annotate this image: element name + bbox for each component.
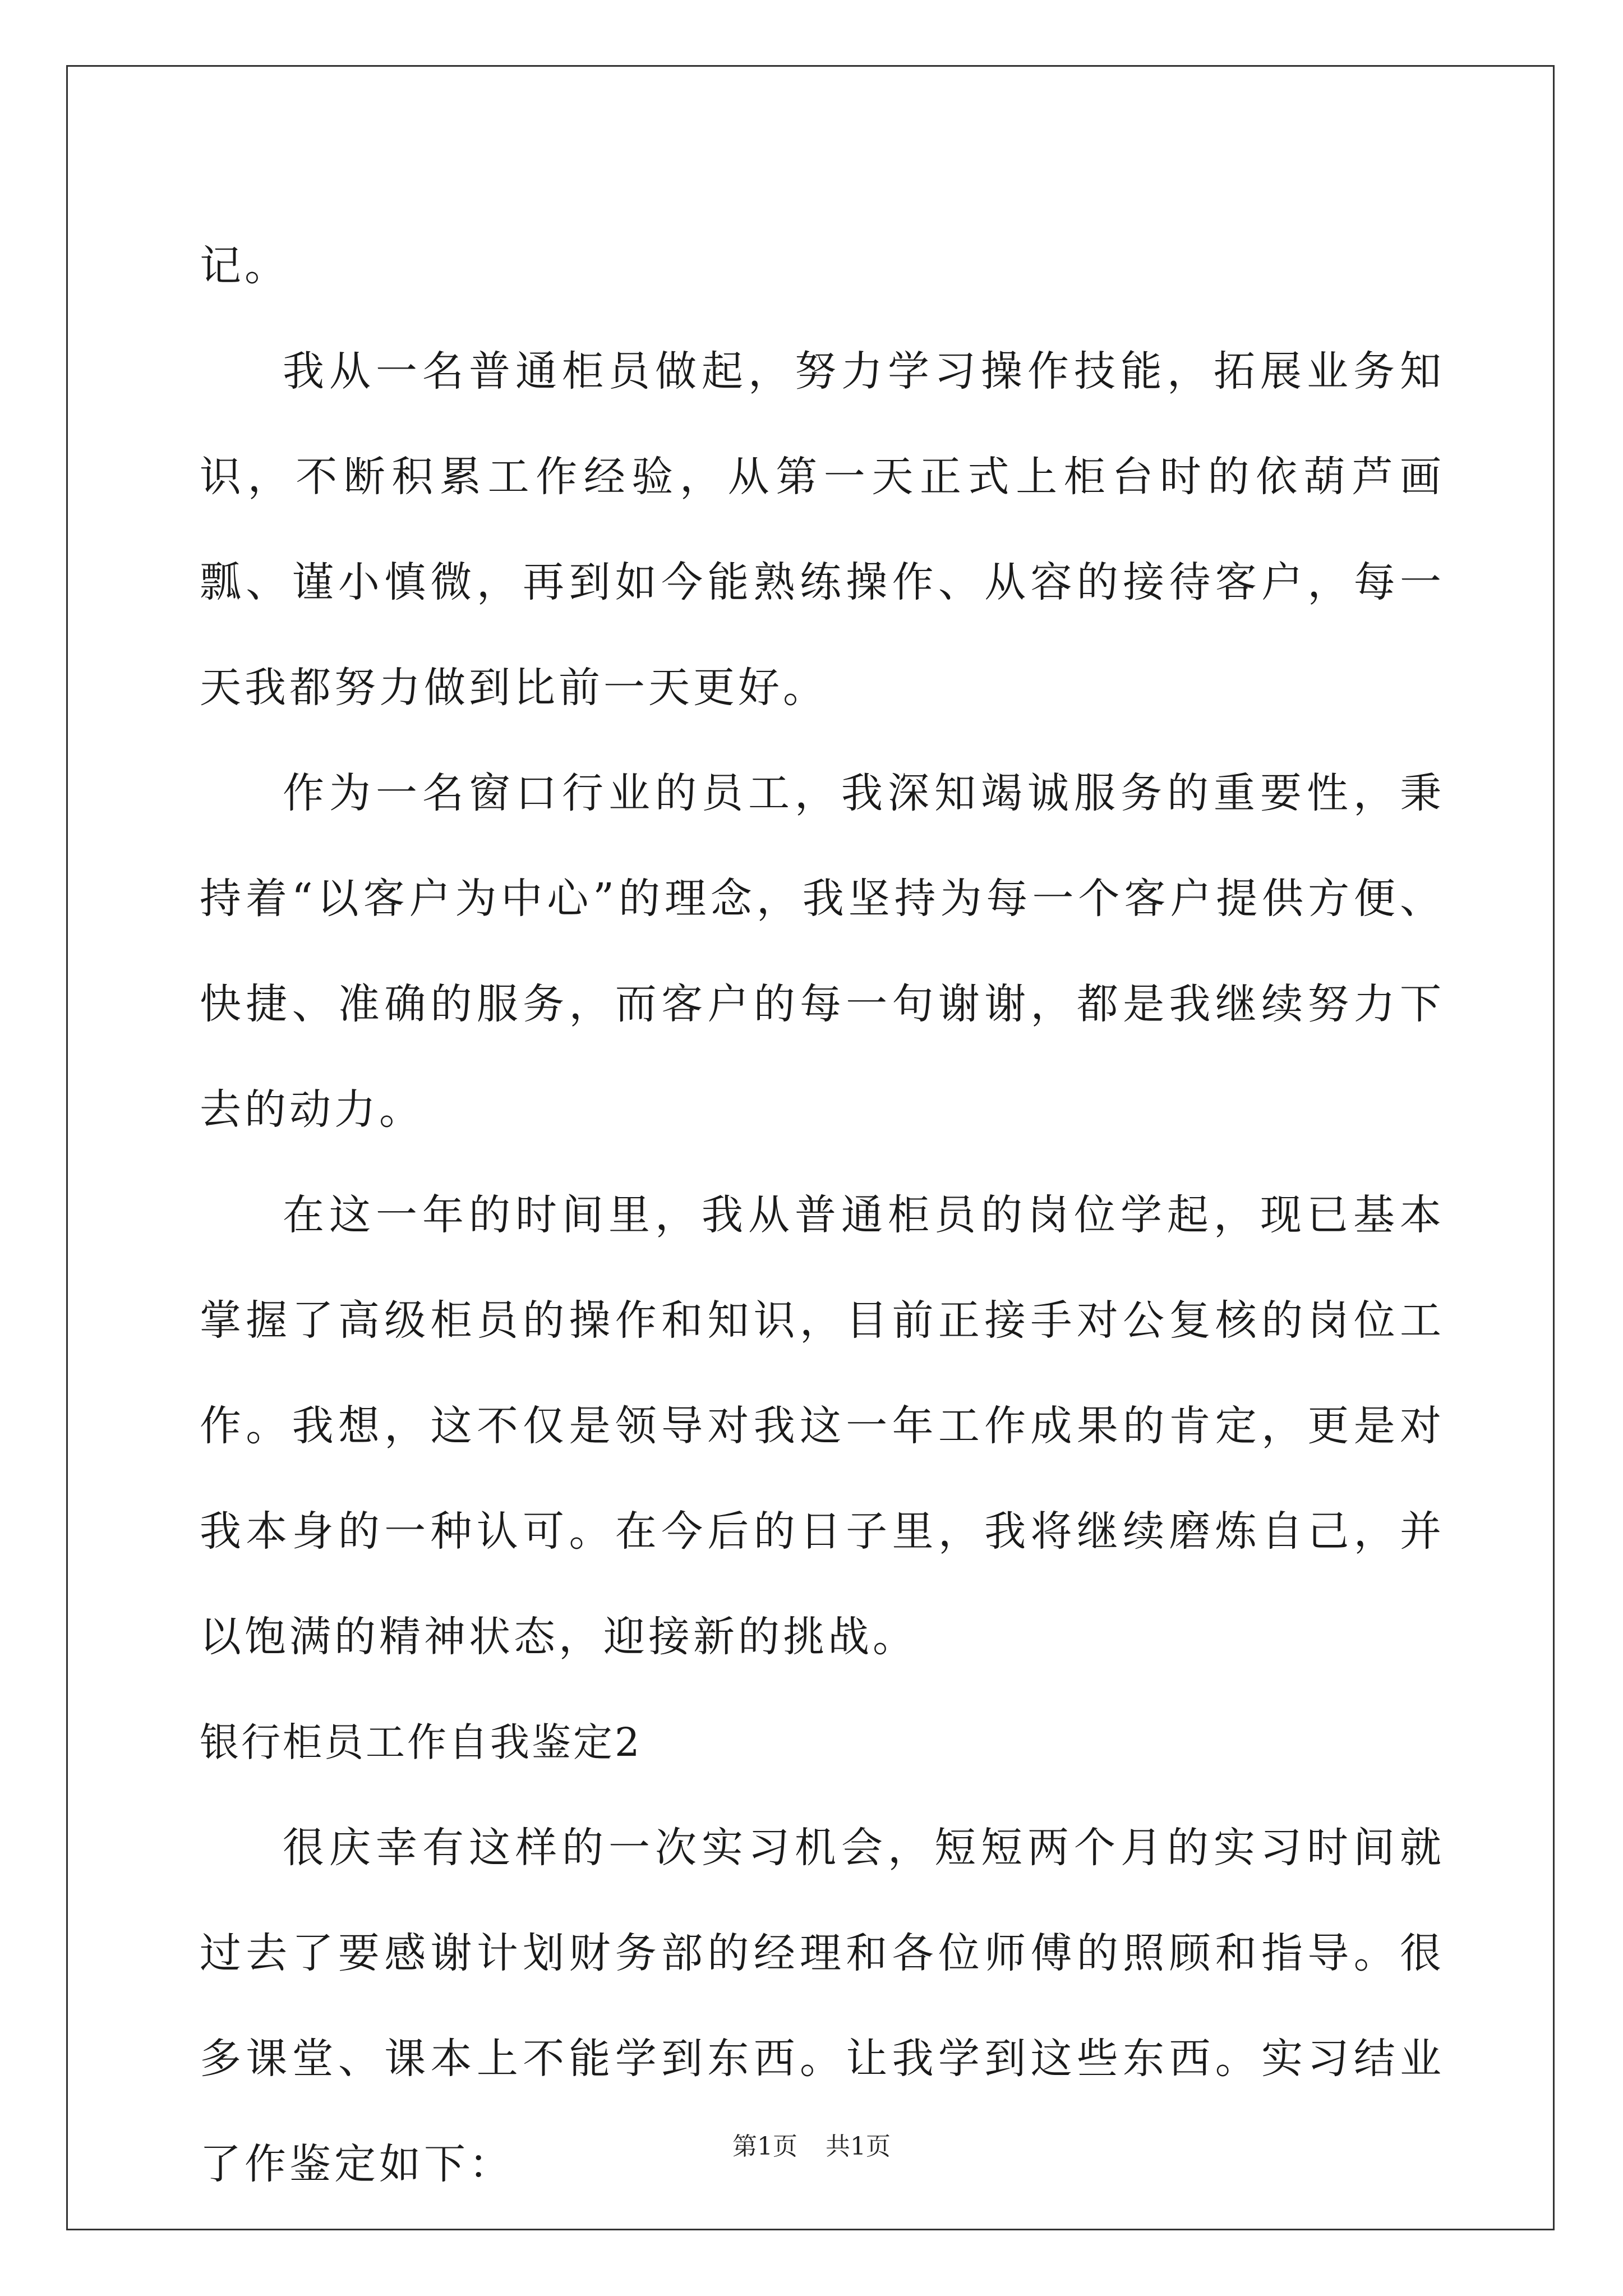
paragraph-service-attitude: 作为一名窗口行业的员工，我深知竭诚服务的重要性，秉持着“以客户为中心”的理念，我坚持为每一个客户提供方便、快捷、准确的服务，而客户的每一句谢谢，都是我继续努力下去的动力。 <box>200 769 1445 1134</box>
page-total: 共1页 <box>826 2132 891 2161</box>
paragraph-continuation: 记。 <box>200 242 289 290</box>
document-body <box>200 213 1445 2217</box>
page-footer <box>0 2126 1623 2162</box>
section-heading: 银行柜员工作自我鉴定2 <box>200 1719 642 1765</box>
paragraph-work-experience: 我从一名普通柜员做起，努力学习操作技能，拓展业务知识，不断积累工作经验，从第一天正式上柜台时的依葫芦画瓢、谨小慎微，再到如今能熟练操作、从容的接待客户，每一天我都努力做到比前一天更好。 <box>200 347 1445 712</box>
page-number: 第1页 <box>732 2132 797 2161</box>
paragraph-year-summary: 在这一年的时间里，我从普通柜员的岗位学起，现已基本掌握了高级柜员的操作和知识，目前正接手对公复核的岗位工作。我想，这不仅是领导对我这一年工作成果的肯定，更是对我本身的一种认可。在今后的日子里，我将继续磨炼自己，并以饱满的精神状态，迎接新的挑战。 <box>200 1191 1445 1661</box>
paragraph-internship: 很庆幸有这样的一次实习机会，短短两个月的实习时间就过去了要感谢计划财务部的经理和各位师傅的照顾和指导。很多课堂、课本上不能学到东西。让我学到这些东西。实习结业了作鉴定如下： <box>200 1824 1445 2188</box>
